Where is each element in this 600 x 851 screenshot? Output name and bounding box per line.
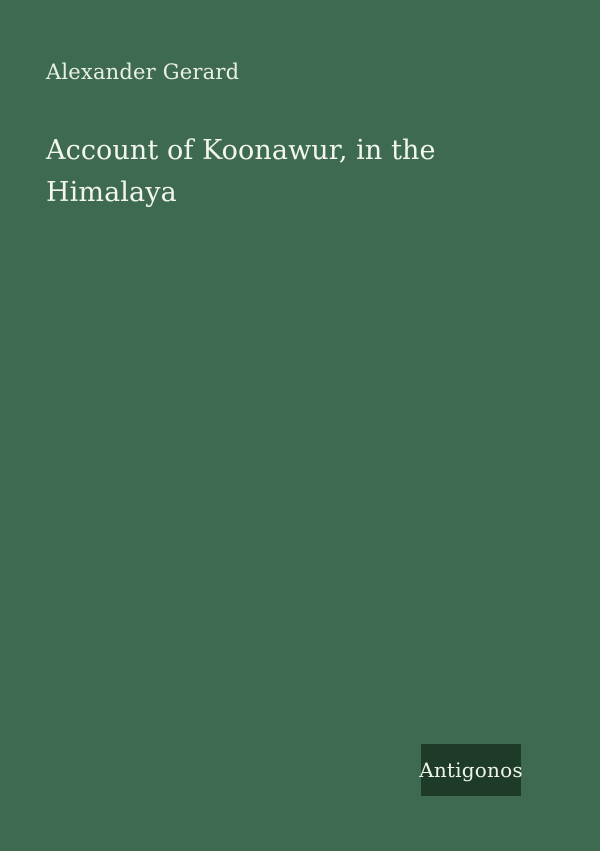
author-name: Alexander Gerard — [46, 60, 240, 84]
book-title: Account of Koonawur, in the Himalaya — [46, 135, 436, 208]
publisher-badge — [421, 744, 521, 796]
publisher-name: Antigonos — [419, 758, 523, 782]
